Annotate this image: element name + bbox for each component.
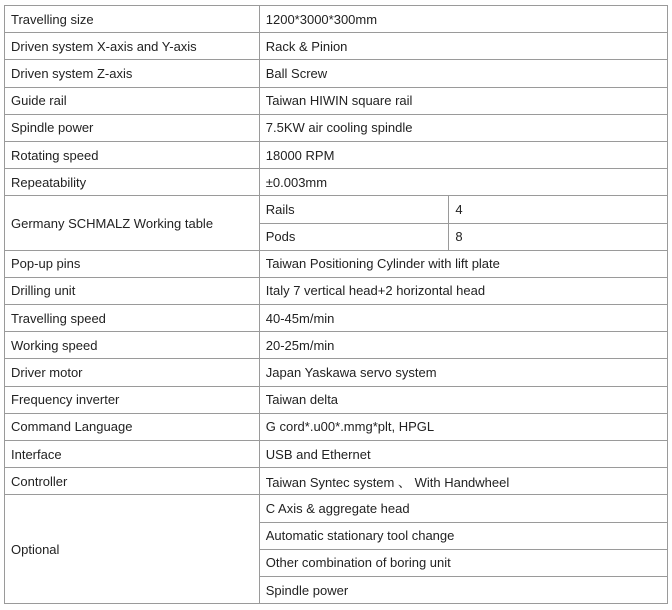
spec-value: 1200*3000*300mm bbox=[259, 6, 667, 33]
spec-label: Driven system Z-axis bbox=[5, 60, 260, 87]
table-row bbox=[5, 250, 668, 277]
spec-label: Repeatability bbox=[5, 169, 260, 196]
sub-spec-name: Rails bbox=[259, 196, 449, 223]
spec-label: Travelling speed bbox=[5, 305, 260, 332]
table-row bbox=[5, 305, 668, 332]
spec-label: Drilling unit bbox=[5, 277, 260, 304]
spec-value: Ball Screw bbox=[259, 60, 667, 87]
table-row bbox=[5, 277, 668, 304]
table-row bbox=[5, 359, 668, 386]
spec-value: Taiwan Syntec system 、 With Handwheel bbox=[259, 468, 667, 495]
spec-label: Controller bbox=[5, 468, 260, 495]
spec-value: Italy 7 vertical head+2 horizontal head bbox=[259, 277, 667, 304]
table-row bbox=[5, 87, 668, 114]
table-row bbox=[5, 169, 668, 196]
spec-value: ±0.003mm bbox=[259, 169, 667, 196]
spec-label: Guide rail bbox=[5, 87, 260, 114]
spec-value: Taiwan HIWIN square rail bbox=[259, 87, 667, 114]
table-row bbox=[5, 332, 668, 359]
table-row bbox=[5, 6, 668, 33]
table-row bbox=[5, 441, 668, 468]
sub-spec-value: 4 bbox=[449, 196, 668, 223]
option-item: Spindle power bbox=[259, 576, 667, 603]
spec-label: Optional bbox=[5, 495, 260, 604]
spec-value: Rack & Pinion bbox=[259, 33, 667, 60]
option-item: Other combination of boring unit bbox=[259, 549, 667, 576]
table-row bbox=[5, 386, 668, 413]
spec-label: Pop-up pins bbox=[5, 250, 260, 277]
spec-label: Driven system X-axis and Y-axis bbox=[5, 33, 260, 60]
spec-label: Interface bbox=[5, 441, 260, 468]
table-row bbox=[5, 495, 668, 522]
spec-label: Frequency inverter bbox=[5, 386, 260, 413]
spec-label: Spindle power bbox=[5, 114, 260, 141]
table-row bbox=[5, 468, 668, 495]
spec-value: Taiwan delta bbox=[259, 386, 667, 413]
sub-spec-name: Pods bbox=[259, 223, 449, 250]
spec-label: Rotating speed bbox=[5, 141, 260, 168]
spec-value: USB and Ethernet bbox=[259, 441, 667, 468]
spec-label: Travelling size bbox=[5, 6, 260, 33]
table-row bbox=[5, 114, 668, 141]
spec-table bbox=[4, 5, 668, 604]
spec-label: Germany SCHMALZ Working table bbox=[5, 196, 260, 250]
table-row bbox=[5, 60, 668, 87]
spec-label: Driver motor bbox=[5, 359, 260, 386]
table-row bbox=[5, 141, 668, 168]
spec-value: Taiwan Positioning Cylinder with lift plate bbox=[259, 250, 667, 277]
spec-value: Japan Yaskawa servo system bbox=[259, 359, 667, 386]
option-item: C Axis & aggregate head bbox=[259, 495, 667, 522]
spec-value: G cord*.u00*.mmg*plt, HPGL bbox=[259, 413, 667, 440]
spec-value: 7.5KW air cooling spindle bbox=[259, 114, 667, 141]
spec-label: Working speed bbox=[5, 332, 260, 359]
table-row bbox=[5, 413, 668, 440]
option-item: Automatic stationary tool change bbox=[259, 522, 667, 549]
table-row bbox=[5, 196, 668, 223]
spec-value: 40-45m/min bbox=[259, 305, 667, 332]
sub-spec-value: 8 bbox=[449, 223, 668, 250]
table-row bbox=[5, 33, 668, 60]
spec-value: 18000 RPM bbox=[259, 141, 667, 168]
spec-value: 20-25m/min bbox=[259, 332, 667, 359]
spec-label: Command Language bbox=[5, 413, 260, 440]
